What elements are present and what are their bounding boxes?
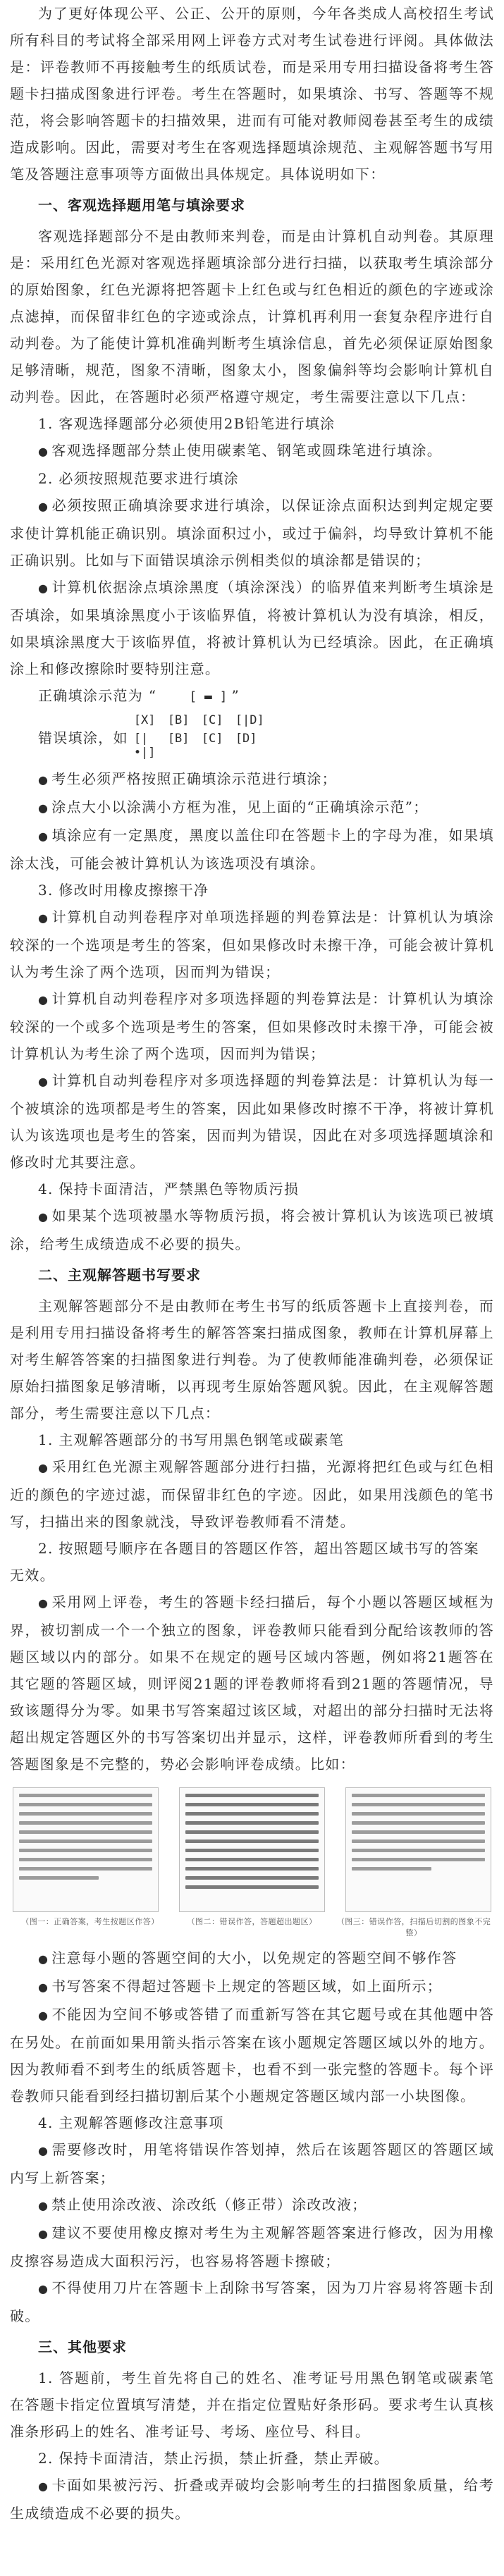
bullet-icon: ● bbox=[38, 993, 49, 1006]
bullet-icon: ● bbox=[38, 2144, 49, 2157]
section-1-para: 客观选择题部分不是由教师来判卷，而是由计算机自动判卷。其原理是：采用红色光源对客观选择题填涂部分进行扫描，以获取考生填涂部分的原始图象，红色光源将把答题卡上红色或与红色相近的颜色的字迹或涂点滤掉，而保留非红色的字迹或涂点，计算机再利用一套复杂程序进行自动判卷。为了能使计算机准确判断考生填涂信息，首先必须保证原始图象足够清晰，规范，图象不清晰，图象太小，图象偏斜等均会影响计算机自动判卷。因此，在答题时必须严格遵守规定，考生需要注意以下几点： bbox=[10, 228, 494, 405]
figure-caption: （图二：错误作答，答题超出题区） bbox=[187, 1917, 317, 1926]
correct-fill-demo: 正确填涂示范为 “ [ ▬ ] ” bbox=[10, 682, 494, 710]
s2-item4-bullet1: ● 需要修改时，用笔将错误作答划掉，然后在该题答题区的答题区域内写上新答案； bbox=[10, 2141, 494, 2186]
section-2-para: 主观解答题部分不是由教师在考生书写的纸质答题卡上直接判卷，而是利用专用扫描设备将考生的解答答案扫描成图象，教师在计算机屏幕上对考生解答答案的扫描图象进行判卷。为了使教师能准确判卷，必须保证原始扫描图象足够清晰，以再现考生原始答题风貌。因此，在主观解答题部分，考生需要注意以下几点： bbox=[10, 1298, 494, 1422]
bullet-icon: ● bbox=[38, 2282, 49, 2295]
intro-paragraph: 为了更好体现公平、公正、公开的原则，今年各类成人高校招生考试所有科目的考试将全部采用网上评卷方式对考生试卷进行评阅。具体做法是：评卷教师不再接触考生的纸质试卷，而是采用专用扫描设备将考生答题卡扫描成图象进行评卷。考生在答题时，如果填涂、书写、答题等不规范，将会影响答题卡的扫描效果，进而有可能对教师阅卷甚至考生的成绩造成影响。因此，需要对考生在客观选择题填涂规范、主观解答题书写用笔及答题注意事项等方面做出具体规定。具体说明如下： bbox=[10, 5, 494, 183]
s1-item3-bullet1: ● 计算机自动判卷程序对单项选择题的判卷算法是：计算机认为填涂较深的一个选项是考生的答案，但如果修改时未擦干净，可能会被计算机认为考生涂了两个选项，因而判为错误； bbox=[10, 908, 494, 980]
s1-item3-title: 3. 修改时用橡皮擦擦干净 bbox=[38, 882, 209, 899]
bullet-icon: ● bbox=[38, 1075, 49, 1088]
s1-item2-bullet2: ● 计算机依据涂点填涂黑度（填涂深浅）的临界值来判断考生填涂是否填涂，如果填涂黑度小于该临界值，将被计算机认为没有填涂，相反，如果填涂黑度大于该临界值，将被计算机认为已经填涂。因此，在正确填涂上和修改擦除时要特别注意。 bbox=[10, 579, 494, 677]
bullet-icon: ● bbox=[38, 2009, 49, 2022]
wrong-mark: [B] bbox=[167, 713, 190, 727]
bullet-icon: ● bbox=[38, 1596, 49, 1610]
wrong-mark: [C] bbox=[201, 732, 223, 746]
s2-item4-bullet4: ● 不得使用刀片在答题卡上刮除书写答案，因为刀片容易将答题卡刮破。 bbox=[10, 2279, 494, 2324]
wrong-mark: [|•|] bbox=[133, 732, 156, 760]
figure-captions bbox=[13, 1916, 491, 1939]
wrong-mark: [|D] bbox=[235, 713, 264, 727]
bullet-icon: ● bbox=[38, 445, 49, 458]
s2-item2-bullet3: ● 书写答案不得超过答题卡上规定的答题区域，如上面所示； bbox=[38, 1978, 443, 1995]
sample-sheet-cropped bbox=[345, 1787, 491, 1912]
s1-item4-bullet1: ● 如果某个选项被墨水等物质污损，将会被计算机认为该选项已被填涂，给考生成绩造成不必要的损失。 bbox=[10, 1207, 494, 1252]
s1-item2-bullet3: ● 考生必须严格按照正确填涂示范进行填涂； bbox=[38, 770, 337, 787]
bullet-icon: ● bbox=[38, 1952, 49, 1966]
s3-item2-bullet1: ● 卡面如果被污污、折叠或弄破均会影响考生的扫描图象质量，给考生成绩造成不必要的损失。 bbox=[10, 2477, 494, 2522]
s1-item2-title: 2. 必须按照规范要求进行填涂 bbox=[38, 470, 239, 487]
answer-sheet-figures bbox=[13, 1787, 491, 1912]
wrong-fill-grid bbox=[134, 713, 269, 760]
s3-item1: 1. 答题前，考生首先将自己的姓名、准考证号用黑色钢笔或碳素笔在答题卡指定位置填写清楚，并在指定位置贴好条形码。要求考生认真核准条形码上的姓名、准考证号、考场、座位号、科目。 bbox=[10, 2369, 494, 2440]
bullet-icon: ● bbox=[38, 911, 49, 925]
section-3-title: 三、其他要求 bbox=[38, 2338, 127, 2355]
s1-item2-bullet5: ● 填涂应有一定黑度，黑度以盖住印在答题卡上的字母为准，如果填涂太浅，可能会被计算机认为该选项没有填涂。 bbox=[10, 827, 494, 872]
s2-item4-bullet3: ● 建议不要使用橡皮擦对考生为主观解答题答案进行修改，因为用橡皮擦容易造成大面积污污，也容易将答题卡擦破； bbox=[10, 2224, 494, 2269]
s1-item4-title: 4. 保持卡面清洁，严禁黑色等物质污损 bbox=[38, 1181, 300, 1197]
wrong-mark: [B] bbox=[167, 732, 190, 746]
bullet-icon: ● bbox=[38, 830, 49, 843]
s2-item2-bullet1: ● 采用网上评卷，考生的答题卡经扫描后，每个小题以答题区域框为界，被切割成一个一个独立的图象，评卷教师只能看到分配给该教师的答题区域以内的部分。如果不在规定的题号区域内答题，例如将21题答在其它题的答题区域，则评阅21题的评卷教师将看到21题的答题情况，导致该题得分为零。如果书写答案超过该区域，对超出的部分扫描时无法将超出规定答题区外的书写答案切出并显示，这样，评卷教师所看到的考生答题图象是不完整的，势必会影响评卷成绩。比如： bbox=[10, 1594, 494, 1773]
wrong-fill-demo: 错误填涂，如 [X] [B] [C] [|D] [|•|] [B] [C] [D] bbox=[10, 713, 494, 760]
s1-item1-title: 1. 客观选择题部分必须使用2B铅笔进行填涂 bbox=[38, 415, 336, 432]
s1-item1-bullet: ● 客观选择题部分禁止使用碳素笔、钢笔或圆珠笔进行填涂。 bbox=[38, 442, 443, 459]
s3-item2-title: 2. 保持卡面清洁，禁止污损，禁止折叠，禁止弄破。 bbox=[38, 2450, 389, 2467]
figure-caption: （图三：错误作答，扫描后切割的图象不完整） bbox=[336, 1917, 491, 1937]
s2-item4-bullet2: ● 禁止使用涂改液、涂改纸（修正带）涂改改液； bbox=[38, 2196, 367, 2213]
bullet-icon: ● bbox=[38, 1210, 49, 1224]
section-2-title: 二、主观解答题书写要求 bbox=[38, 1267, 201, 1283]
s2-item2-bullet4: ● 不能因为空间不够或答错了而重新写答在其它题号或在其他题中答在另处。在前面如果用箭头指示答案在该小题规定答题区域以外的地方。因为教师看不到考生的纸质答题卡，也看不到一张完整的答题卡。每个评卷教师只能看到经扫描切割后某个小题规定答题区域内部一小块图像。 bbox=[10, 2006, 494, 2104]
s2-item1-bullet1: ● 采用红色光源主观解答题部分进行扫描，光源将把红色或与红色相近的颜色的字迹过滤，而保留非红色的字迹。因此，如果用浅颜色的笔书写，扫描出来的图象就浅，导致评卷教师看不清楚。 bbox=[10, 1458, 494, 1530]
sample-sheet-overflow bbox=[179, 1787, 325, 1912]
s1-item2-bullet1: ● 必须按照正确填涂要求进行填涂，以保证涂点面积达到判定规定要求使计算机能正确识别。填涂面积过小，或过于偏斜，均导致计算机不能正确识别。比如与下面错误填涂示例相类似的填涂都是错误的； bbox=[10, 497, 494, 569]
bullet-icon: ● bbox=[38, 581, 49, 595]
wrong-mark: [C] bbox=[201, 713, 223, 727]
bullet-icon: ● bbox=[38, 801, 49, 815]
s1-item2-bullet4: ● 涂点大小以涂满小方框为准，见上面的“正确填涂示范”； bbox=[38, 799, 429, 815]
bullet-icon: ● bbox=[38, 773, 49, 787]
sample-sheet-correct bbox=[13, 1787, 159, 1912]
bullet-icon: ● bbox=[38, 500, 49, 513]
figure-caption: （图一：正确答案，考生按题区作答） bbox=[21, 1917, 159, 1926]
s2-item2-title: 2. 按照题号顺序在各题目的答题区作答，超出答题区域书写的答案无效。 bbox=[10, 1540, 479, 1584]
s2-item1-title: 1. 主观解答题部分的书写用黑色钢笔或碳素笔 bbox=[38, 1431, 345, 1448]
bullet-icon: ● bbox=[38, 2227, 49, 2241]
s2-item2-bullet2: ● 注意每小题的答题空间的大小，以免规定的答题空间不够作答 bbox=[38, 1949, 457, 1966]
bullet-icon: ● bbox=[38, 1980, 49, 1994]
wrong-mark: [X] bbox=[133, 713, 156, 727]
s1-item3-bullet2: ● 计算机自动判卷程序对多项选择题的判卷算法是：计算机认为填涂较深的一个或多个选项是考生的答案，但如果修改时未擦干净，可能会被计算机认为考生涂了两个选项，因而判为错误； bbox=[10, 990, 494, 1062]
bullet-icon: ● bbox=[38, 2199, 49, 2212]
section-1-title: 一、客观选择题用笔与填涂要求 bbox=[38, 197, 245, 214]
wrong-mark: [D] bbox=[235, 732, 257, 746]
correct-fill-mark: [ ▬ ] bbox=[189, 689, 228, 704]
s1-item3-bullet3: ● 计算机自动判卷程序对多项选择题的判卷算法是：计算机认为每一个被填涂的选项都是考生的答案，因此如果修改时擦不干净，将被计算机认为该选项也是考生的答案，因而判为错误，因此在对多项选择题填涂和修改时尤其要注意。 bbox=[10, 1072, 494, 1171]
s2-item4-title: 4. 主观解答题修改注意事项 bbox=[38, 2114, 224, 2131]
bullet-icon: ● bbox=[38, 1461, 49, 1474]
bullet-icon: ● bbox=[38, 2479, 49, 2493]
